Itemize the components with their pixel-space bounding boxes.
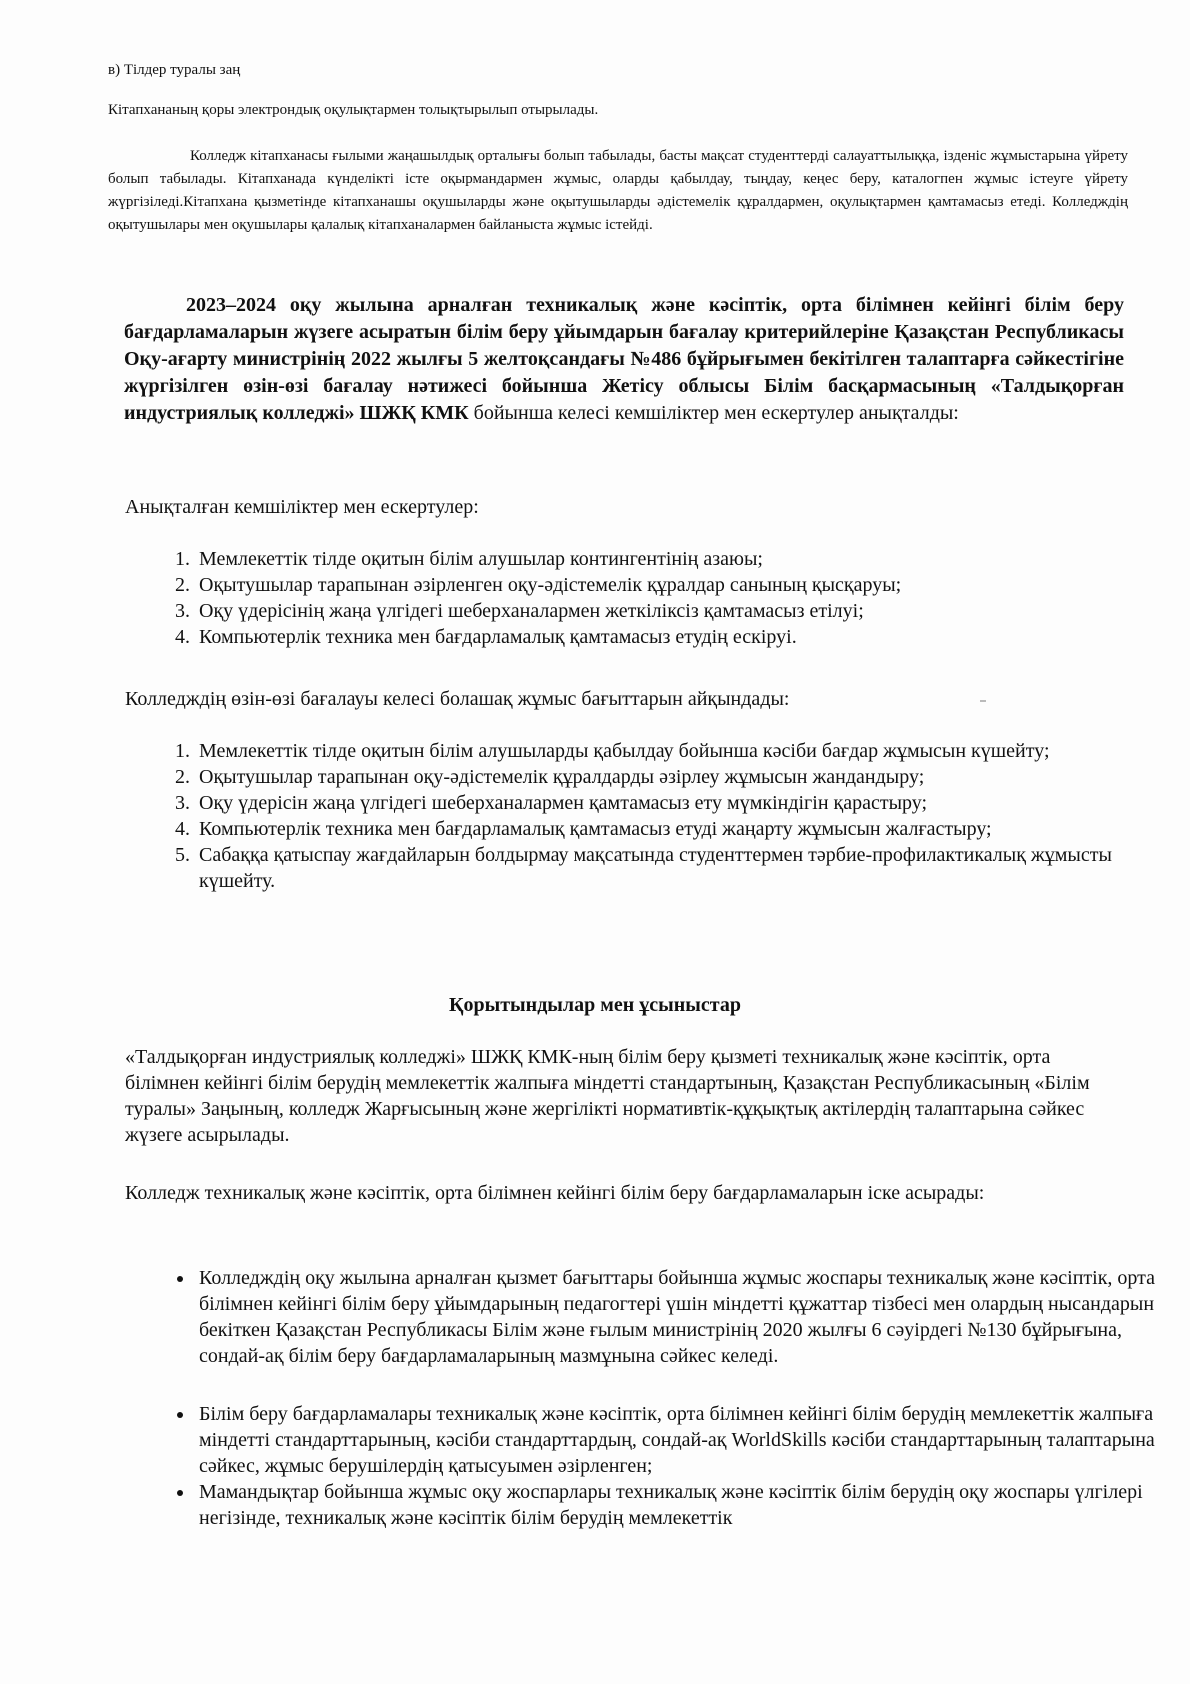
implementation-paragraph: Колледж техникалық және кәсіптік, орта білімнен кейінгі білім беру бағдарламаларын іске асырады: bbox=[125, 1182, 985, 1204]
list-item: 4. Компьютерлік техника мен бағдарламалық қамтамасыз етудің ескіруі. bbox=[195, 624, 1175, 650]
conclusions-title: Қорытындылар мен ұсыныстар bbox=[448, 994, 741, 1016]
conclusions-paragraph: «Талдықорған индустриялық колледжі» ШЖҚ КМК-ның білім беру қызметі техникалық және кәсіптік, орта білімнен кейінгі білім берудің мемлекеттік жалпыға міндетті стандартының, Қазақстан Республикасының «Білім туралы» Заңының, колледж Жарғысының және жергілікті нормативтік-құқықтық актілердің талаптарына сәйкес жүзеге асырылады. bbox=[125, 1046, 1090, 1146]
laws-item: в) Тілдер туралы заң bbox=[108, 62, 241, 78]
list-item: 2. Оқытушылар тарапынан оқу-әдістемелік құралдарды әзірлеу жұмысын жандандыру; bbox=[195, 764, 1175, 790]
list-item: • Мамандықтар бойынша жұмыс оқу жоспарлары техникалық және кәсіптік білім берудің оқу жоспары үлгілері негізінде, техникалық және кәсіптік білім берудің мемлекеттік bbox=[195, 1479, 1185, 1531]
conclusions-bullets bbox=[125, 1265, 1185, 1531]
scan-speck bbox=[980, 700, 986, 702]
list-item: 2. Оқытушылар тарапынан әзірленген оқу-әдістемелік құралдар санының қысқаруы; bbox=[195, 572, 1175, 598]
list-item: 1. Мемлекеттік тілде оқитын білім алушылар контингентінің азаюы; bbox=[195, 546, 1175, 572]
directions-list bbox=[125, 738, 1175, 894]
list-item: • Колледждің оқу жылына арналған қызмет бағыттары бойынша жұмыс жоспары техникалық және кәсіптік, орта білімнен кейінгі білім беру ұйымдарының педагогтері үшін міндетті құжаттар тізбесі мен олардың нысандарын бекіткен Қазақстан Республикасы Білім және ғылым министрінің 2020 жылғы 6 сәуірдегі №130 бұйрығына, сондай-ақ білім беру бағдарламаларының мазмұнына сәйкес келеді. bbox=[195, 1265, 1185, 1369]
list-item: • Білім беру бағдарламалары техникалық және кәсіптік, орта білімнен кейінгі білім берудің мемлекеттік жалпыға міндетті стандарттарының, кәсіби стандарттардың, сондай-ақ WorldSkills кәсіби стандарттарының талаптарына сәйкес, жұмыс берушілердің қатысуымен әзірленген; bbox=[195, 1401, 1185, 1479]
assessment-heading-bold: 2023–2024 оқу жылына арналған техникалық және кәсіптік, орта білімнен кейінгі білім беру бағдарламаларын жүзеге асыратын білім беру ұйымдарын бағалау критерийлеріне Қазақстан Республикасы Оқу-ағарту министрінің 2022 жылғы 5 желтоқсандағы №486 бұйрығымен бекітілген талаптарға сәйкестігіне жүргізілген өзін-өзі бағалау нәтижесі бойынша Жетісу облысы Білім басқармасының «Талдықорған индустриялық колледжі» ШЖҚ КМК bbox=[124, 294, 1124, 424]
shortcomings-label: Анықталған кемшіліктер мен ескертулер: bbox=[125, 496, 479, 518]
list-item: 1. Мемлекеттік тілде оқитын білім алушыларды қабылдау бойынша кәсіби бағдар жұмысын күшейту; bbox=[195, 738, 1175, 764]
assessment-heading-tail: бойынша келесі кемшіліктер мен ескертулер анықталды: bbox=[468, 402, 959, 424]
library-paragraph: Колледж кітапханасы ғылыми жаңашылдық орталығы болып табылады, басты мақсат студенттерді салауаттылыққа, ізденіс жұмыстарына үйрету болып табылады. Кітапханада күнделікті істе оқырмандармен жұмыс, оларды қабылдау, тыңдау, кеңес беру, каталогпен жұмыс істеуге үйрету жүргізіледі.Кітапхана қызметінде кітапханашы оқушыларды және оқытушыларды әдістемелік құралдармен, оқулықтармен қамтамасыз етеді. Колледждің оқытушылары мен оқушылары қалалық кітапханалармен байланыста жұмыс істейді. bbox=[108, 148, 1128, 233]
list-item: 4. Компьютерлік техника мен бағдарламалық қамтамасыз етуді жаңарту жұмысын жалғастыру; bbox=[195, 816, 1175, 842]
library-fund-line: Кітапхананың қоры электрондық оқулықтармен толықтырылып отырылады. bbox=[108, 102, 599, 118]
list-item: 5. Сабаққа қатыспау жағдайларын болдырмау мақсатында студенттермен тәрбие-профилактикалық жұмысты күшейту. bbox=[195, 842, 1175, 894]
assessment-heading bbox=[124, 292, 1124, 427]
shortcomings-list bbox=[125, 546, 1175, 650]
list-item: 3. Оқу үдерісін жаңа үлгідегі шеберханалармен қамтамасыз ету мүмкіндігін қарастыру; bbox=[195, 790, 1175, 816]
list-item: 3. Оқу үдерісінің жаңа үлгідегі шеберханалармен жеткіліксіз қамтамасыз етілуі; bbox=[195, 598, 1175, 624]
directions-label: Колледждің өзін-өзі бағалауы келесі болашақ жұмыс бағыттарын айқындады: bbox=[125, 688, 790, 710]
